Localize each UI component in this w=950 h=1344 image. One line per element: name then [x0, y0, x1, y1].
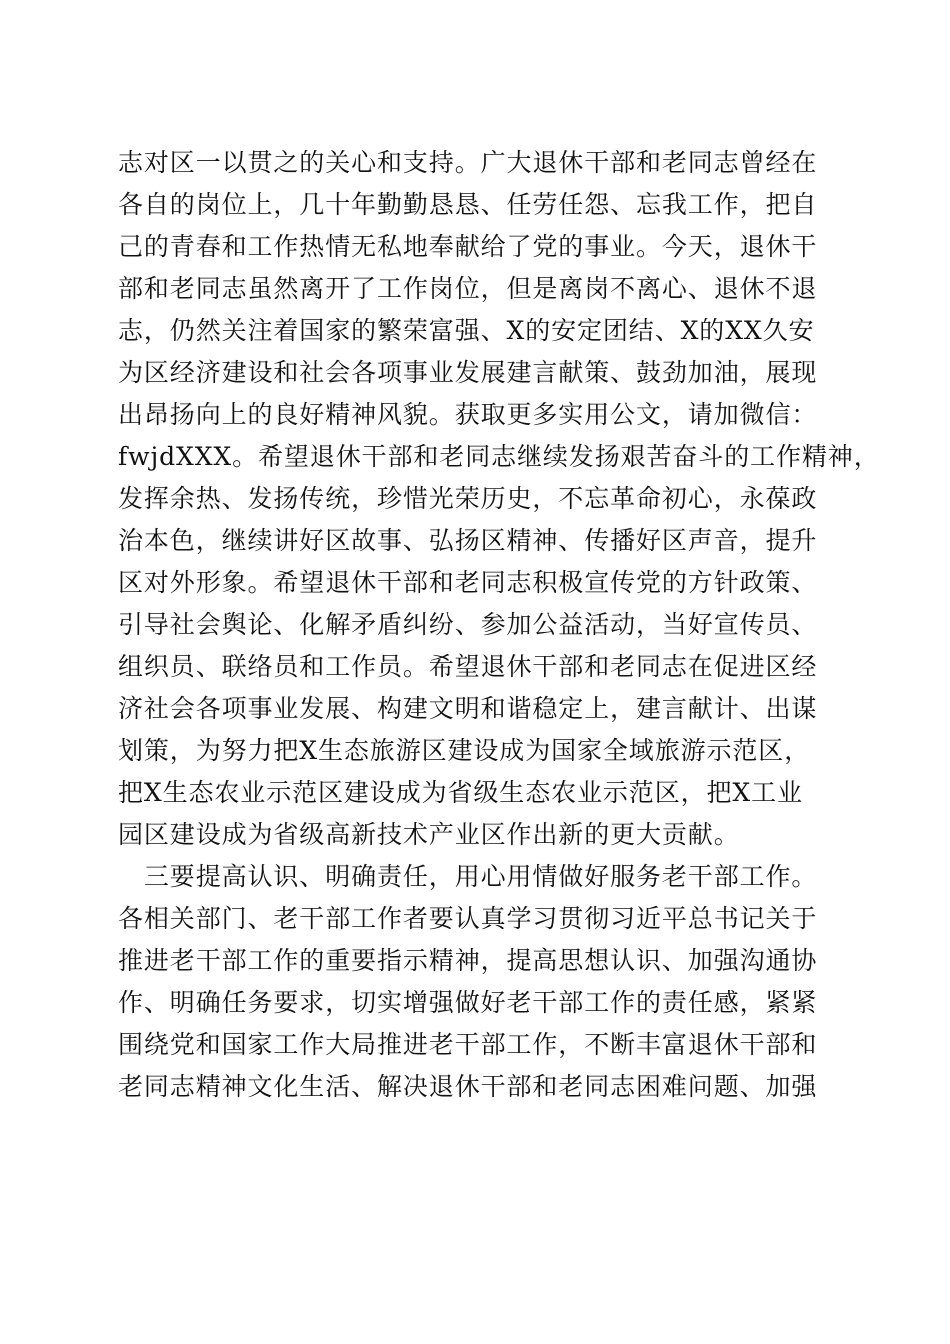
text-line: 治本色，继续讲好区故事、弘扬区精神、传播好区声音，提升 [118, 526, 818, 555]
text-line: 各自的岗位上，几十年勤勤恳恳、任劳任怨、忘我工作，把自 [118, 190, 818, 219]
text-line: 志对区一以贯之的关心和支持。广大退休干部和老同志曾经在 [118, 148, 818, 177]
text-line: 围绕党和国家工作大局推进老干部工作，不断丰富退休干部和 [118, 1030, 818, 1059]
text-line: 济社会各项事业发展、构建文明和谐稳定上，建言献计、出谋 [118, 694, 818, 723]
text-line: 为区经济建设和社会各项事业发展建言献策、鼓劲加油，展现 [118, 358, 818, 387]
text-line: 推进老干部工作的重要指示精神，提高思想认识、加强沟通协 [118, 946, 818, 975]
text-line: 园区建设成为省级高新技术产业区作出新的更大贡献。 [118, 820, 740, 849]
text-line: 志，仍然关注着国家的繁荣富强、X的安定团结、X的XX久安 [118, 316, 815, 345]
text-line: 作、明确任务要求，切实增强做好老干部工作的责任感，紧紧 [118, 988, 818, 1017]
text-line: fwjdXXX。希望退休干部和老同志继续发扬艰苦奋斗的工作精神， [118, 442, 880, 471]
text-line: 把X生态农业示范区建设成为省级生态农业示范区，把X工业 [118, 778, 803, 807]
text-line: 发挥余热、发扬传统，珍惜光荣历史，不忘革命初心，永葆政 [118, 484, 818, 513]
text-line: 引导社会舆论、化解矛盾纠纷、参加公益活动，当好宣传员、 [118, 610, 818, 639]
text-line: 己的青春和工作热情无私地奉献给了党的事业。今天，退休干 [118, 232, 818, 261]
paragraph-start-line: 三要提高认识、明确责任，用心用情做好服务老干部工作。 [118, 862, 818, 891]
text-line: 划策，为努力把X生态旅游区建设成为国家全域旅游示范区， [118, 736, 811, 765]
text-line: 部和老同志虽然离开了工作岗位，但是离岗不离心、退休不退 [118, 274, 818, 303]
text-line: 区对外形象。希望退休干部和老同志积极宣传党的方针政策、 [118, 568, 818, 597]
body-text [118, 142, 880, 1108]
text-line: 各相关部门、老干部工作者要认真学习贯彻习近平总书记关于 [118, 904, 818, 933]
text-line: 出昂扬向上的良好精神风貌。获取更多实用公文，请加微信： [118, 400, 818, 429]
text-line: 组织员、联络员和工作员。希望退休干部和老同志在促进区经 [118, 652, 818, 681]
text-line: 老同志精神文化生活、解决退休干部和老同志困难问题、加强 [118, 1072, 818, 1101]
